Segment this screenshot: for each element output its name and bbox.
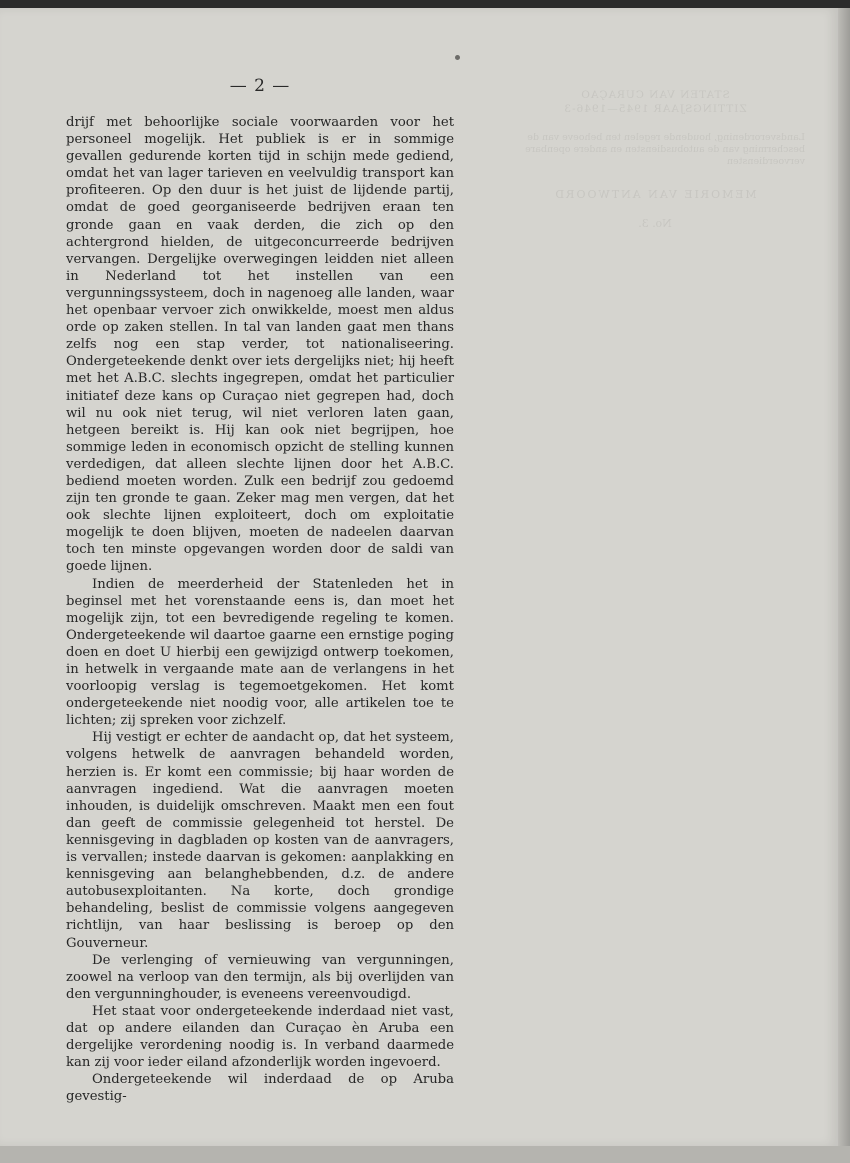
bleed-through-text — [505, 88, 805, 230]
page-edge-bottom — [0, 1146, 850, 1163]
bleed-title: STATEN VAN CURAÇAO — [580, 89, 730, 101]
bleed-heading: MEMORIE VAN ANTWOORD — [553, 188, 757, 201]
document-page — [0, 8, 838, 1146]
body-text — [66, 114, 454, 1105]
paragraph: Ondergeteekende wil inderdaad de op Aruba gevestig- — [66, 1072, 454, 1105]
paragraph: drijf met behoorlijke sociale voorwaarden voor het personeel mogelijk. Het publiek is er in sommige gevallen gedurende korten tijd in schijn mede gediend, omdat het van lager tarieven en veelvuldig transport kan profiteeren. Op den duur is het juist de lijdende partij, omdat de goed georganiseerde bedrijven eraan ten gronde gaan en vaak derden, die zich op den achtergrond hielden, de uitgeconcurreerde bedrijven vervangen. Dergelijke overwegingen leidden niet alleen in Nederland tot het instellen van een vergunningssysteem, doch in nagenoeg alle landen, waar het openbaar vervoer zich onwikkelde, moest men aldus orde op zaken stellen. In tal van landen gaat men thans zelfs nog een stap verder, tot nationaliseering. Ondergeteekende denkt over iets dergelijks niet; hij heeft met het A.B.C. slechts ingegrepen, omdat het particulier initiatef deze kans op Curaçao niet gegrepen had, doch wil nu ook niet terug, wil niet verloren laten gaan, hetgeen bereikt is. Hij kan ook niet begrijpen, hoe sommige leden in economisch opzicht de stelling kunnen verdedigen, dat alleen slechte lijnen door het A.B.C. bediend moeten worden. Zulk een bedrijf zou gedoemd zijn ten gronde te gaan. Zeker mag men vergen, dat het ook slechte lijnen exploiteert, doch om exploitatie mogelijk te doen blijven, moeten de nadeelen daarvan toch ten minste opgevangen worden door de saldi van goede lijnen. — [66, 115, 454, 575]
paragraph: Indien de meerderheid der Statenleden het in beginsel met het vorenstaande eens is, dan moet het mogelijk zijn, tot een bevredigende regeling te komen. Ondergeteekende wil daartoe gaarne een ernstige poging doen en doet U hierbij een gewijzigd ontwerp toekomen, in hetwelk in vergaande mate aan de verlangens in het voorloopig verslag is tegemoetgekomen. Het komt ondergeteekende niet noodig voor, alle artikelen toe te lichten; zij spreken voor zichzelf. — [66, 576, 454, 729]
paper-speck — [455, 55, 460, 60]
bleed-session: ZITTINGSJAAR 1945—1946-3 — [563, 103, 747, 115]
paragraph: Het staat voor ondergeteekende inderdaad niet vast, dat op andere eilanden dan Curaçao èn Aruba een dergelijke verordening noodig is. In verband daarmede kan zij voor ieder eiland afzonderlijk worden ingevoerd. — [66, 1003, 454, 1071]
bleed-number: No. 3. — [638, 217, 672, 230]
page-number: — 2 — — [229, 76, 291, 96]
paragraph: Hij vestigt er echter de aandacht op, dat het systeem, volgens hetwelk de aanvragen behandeld worden, herzien is. Er komt een commissie; bij haar worden de aanvragen ingediend. Wat die aanvragen moeten inhouden, is duidelijk omschreven. Maakt men een fout dan geeft de commissie gelegenheid tot herstel. De kennisgeving in dagbladen op kosten van de aanvragers, is vervallen; instede daarvan is gekomen: aanplakking en kennisgeving aan belanghebbenden, d.z. de andere autobusexploitanten. Na korte, doch grondige behandeling, beslist de commissie volgens aangegeven richtlijn, van haar beslissing is beroep op den Gouverneur. — [66, 730, 454, 951]
paragraph: De verlenging of vernieuwing van vergunningen, zoowel na verloop van den termijn, als bij overlijden van den vergunninghouder, is eveneens vereenvoudigd. — [66, 952, 454, 1002]
bleed-description: Landsverordening, houdende regelen ten behoeve van de bescherming van de autobusdiensten en andere openbare vervoerdiensten — [525, 132, 805, 167]
page-edge-right — [838, 8, 850, 1146]
